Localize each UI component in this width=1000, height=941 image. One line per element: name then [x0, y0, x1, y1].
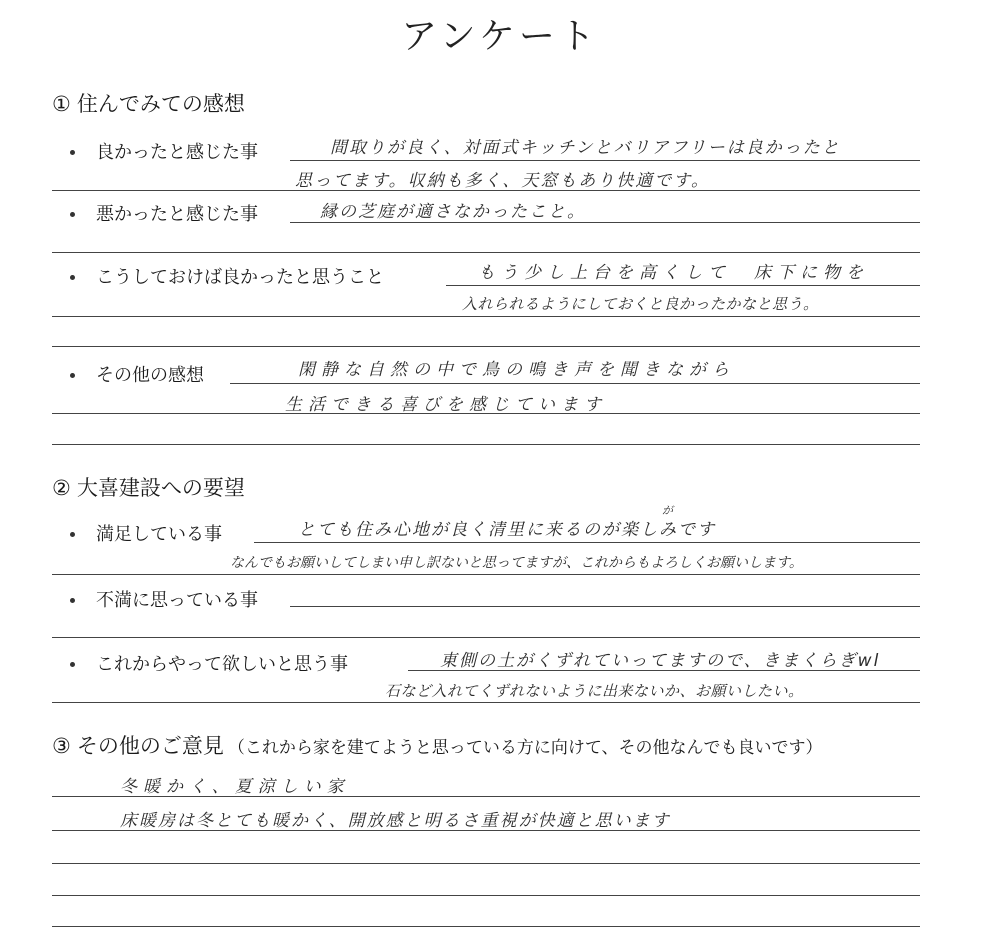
answer-line [52, 346, 920, 347]
section1-heading [52, 88, 245, 118]
answer-line [290, 606, 920, 607]
bullet-dot [70, 662, 75, 667]
answer-satisfied-line2: なんでもお願いしてしまい申し訳ないと思ってますが、これからもよろしくお願いします。 [230, 555, 803, 571]
answer-line [52, 796, 920, 797]
answer-other-line1: 閑静な自然の中で鳥の鳴き声を聞きながら [298, 360, 735, 380]
answer-improve-line1: もう少し上台を高くして 床下に物を [478, 263, 869, 283]
answer-wish-line2: 石など入れてくずれないように出来ないか、お願いしたい。 [385, 682, 804, 700]
question-dissatisfied-label: 不満に思っている事 [96, 590, 258, 611]
answer-good-line1: 間取りが良く、対面式キッチンとバリアフリーは良かったと [330, 138, 841, 158]
bullet-dot [70, 598, 75, 603]
question-satisfied-label: 満足している事 [96, 524, 222, 545]
answer-other-line2: 生活できる喜びを感じています [285, 395, 607, 415]
answer-other-opinion-line1: 冬暖かく、夏涼しい家 [120, 777, 350, 797]
question-other-label: その他の感想 [96, 365, 204, 386]
answer-line [52, 444, 920, 445]
page-title: アンケート [401, 16, 599, 57]
answer-line [52, 702, 920, 703]
answer-line [230, 383, 920, 384]
section3-heading [52, 730, 823, 760]
section3-number: ③ [52, 734, 71, 758]
answer-line [52, 863, 920, 864]
answer-line [52, 926, 920, 927]
question-bad-label: 悪かったと感じた事 [96, 204, 258, 225]
section3-note: （これから家を建てようと思っている方に向けて、その他なんでも良いです） [227, 738, 823, 758]
answer-line [52, 316, 920, 317]
question-wish-label: これからやって欲しいと思う事 [96, 654, 348, 675]
question-good-label: 良かったと感じた事 [96, 142, 258, 163]
question-improve-label: こうしておけば良かったと思うこと [96, 267, 384, 288]
section1-number: ① [52, 92, 71, 116]
answer-improve-line2: 入れられるようにしておくと良かったかなと思う。 [462, 295, 819, 313]
answer-line [52, 830, 920, 831]
section2-title: 大喜建設への要望 [76, 476, 245, 500]
answer-line [52, 574, 920, 575]
answer-bad-line1: 縁の芝庭が適さなかったこと。 [320, 202, 586, 222]
bullet-dot [70, 212, 75, 217]
bullet-dot [70, 373, 75, 378]
answer-other-opinion-line2: 床暖房は冬とても暖かく、開放感と明るさ重視が快適と思います [120, 811, 671, 831]
bullet-dot [70, 532, 75, 537]
answer-good-line2: 思ってます。収納も多く、天窓もあり快適です。 [295, 171, 710, 191]
bullet-dot [70, 275, 75, 280]
answer-satisfied-line1: とても住み心地が良く清里に来るのが楽しみです [298, 520, 716, 540]
answer-line [290, 222, 920, 223]
answer-line [254, 542, 920, 543]
answer-satisfied-furigana: が [662, 504, 673, 517]
answer-wish-line1: 東側の土がくずれていってますので、きまくらぎwl [440, 651, 881, 671]
answer-line [52, 895, 920, 896]
section1-title: 住んでみての感想 [76, 92, 245, 116]
section2-number: ② [52, 476, 71, 500]
answer-line [446, 285, 920, 286]
section3-title: その他のご意見 [76, 734, 224, 758]
answer-line [52, 252, 920, 253]
answer-line [290, 160, 920, 161]
bullet-dot [70, 150, 75, 155]
section2-heading [52, 472, 245, 502]
answer-line [52, 637, 920, 638]
